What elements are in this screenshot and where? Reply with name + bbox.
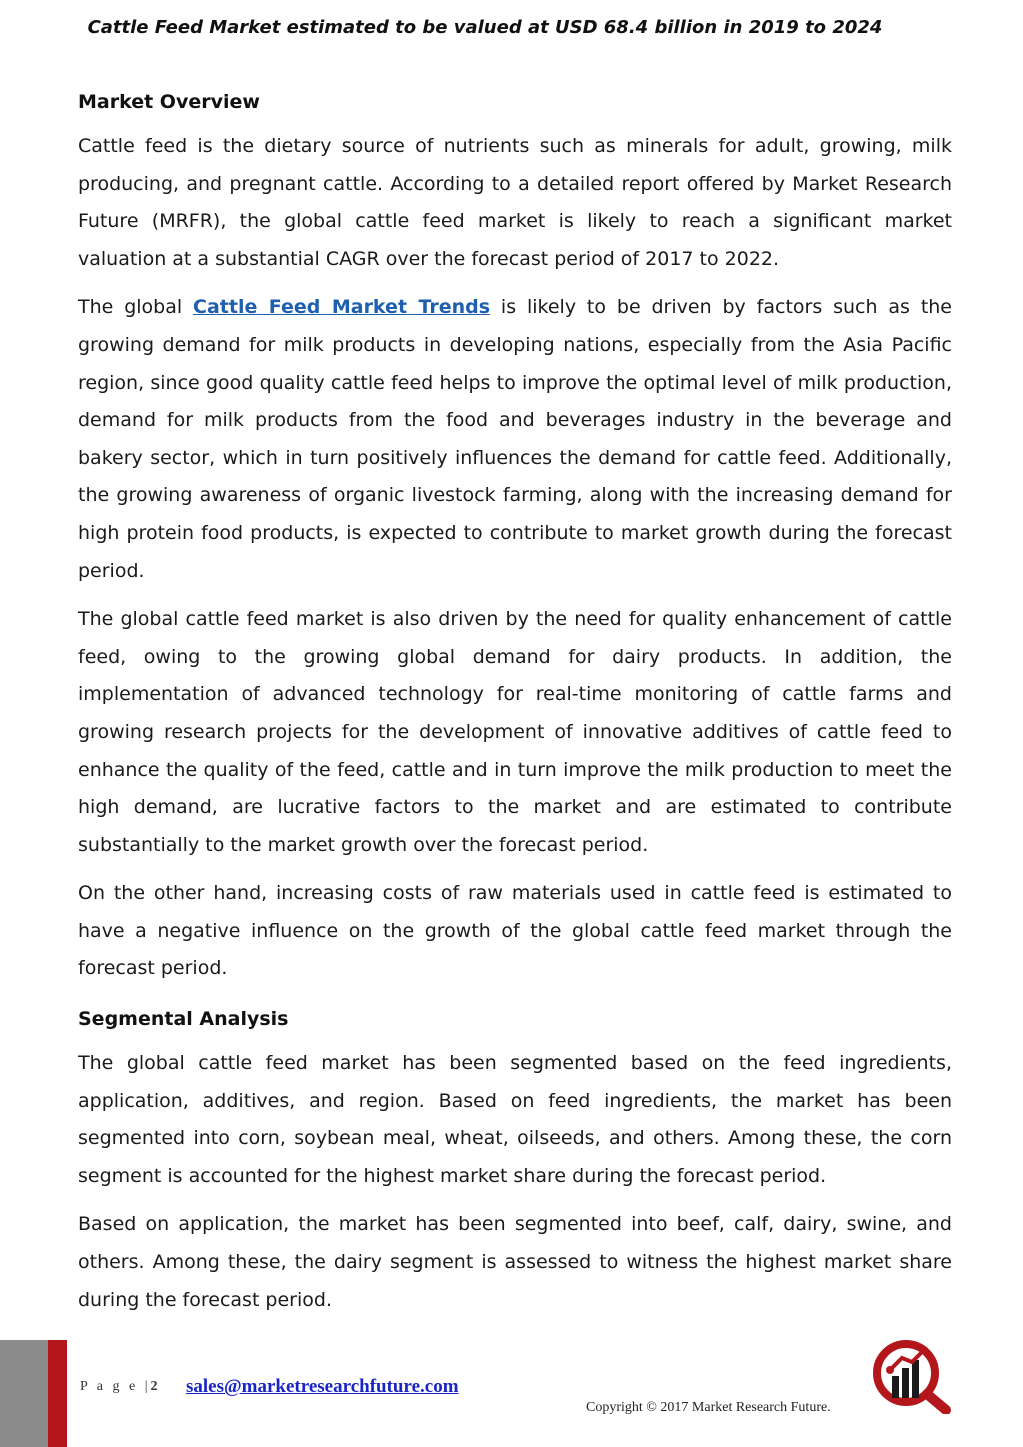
- paragraph-2-end: is likely to be driven by factors such as the growing demand for milk products in developing nations, especially from the Asia Pacific region, since good quality cattle feed helps to improve the optimal level of milk production, demand for milk products from the food and beverages industry in the beverage and bakery sector, which in turn positively influences the demand for cattle feed. Additionally, the growing awareness of organic livestock farming, along with the increasing demand for high protein food products, is expected to contribute to market growth during the forecast period.: [78, 296, 952, 582]
- page-number-value: 2: [150, 1379, 158, 1394]
- paragraph-1: Cattle feed is the dietary source of nutrients such as minerals for adult, growing, milk producing, and pregnant cattle. According to a detailed report offered by Market Research Future (MRFR), the global cattle feed market is likely to reach a significant market valuation at a substantial CAGR over the forecast period of 2017 to 2022.: [78, 135, 952, 270]
- document-body: [78, 82, 952, 1330]
- footer-gray-bar: [0, 1340, 48, 1447]
- document-title: Cattle Feed Market estimated to be valued at USD 68.4 billion in 2019 to 2024: [87, 17, 883, 38]
- copyright-notice: Copyright © 2017 Market Research Future.: [586, 1400, 831, 1415]
- cattle-feed-market-trends-link[interactable]: Cattle Feed Market Trends: [193, 296, 491, 319]
- paragraph-2: [78, 289, 952, 590]
- mrfr-logo-icon: [872, 1340, 954, 1414]
- paragraph-2-start: The global: [78, 296, 194, 319]
- section-heading-segmental-analysis: Segmental Analysis: [78, 1008, 289, 1031]
- paragraph-5: The global cattle feed market has been segmented based on the feed ingredients, application, additives, and region. Based on feed ingredients, the market has been segmented into corn, soybean meal, wheat, oilseeds, and others. Among these, the corn segment is accounted for the highest market share during the forecast period.: [78, 1052, 952, 1187]
- sales-email-link[interactable]: sales@marketresearchfuture.com: [186, 1376, 459, 1397]
- page-label: P a g e |: [80, 1379, 151, 1394]
- paragraph-3: The global cattle feed market is also driven by the need for quality enhancement of cattle feed, owing to the growing global demand for dairy products. In addition, the implementation of advanced technology for real-time monitoring of cattle farms and growing research projects for the development of innovative additives of cattle feed to enhance the quality of the feed, cattle and in turn improve the milk production to meet the high demand, are lucrative factors to the market and are estimated to contribute substantially to the market growth over the forecast period.: [78, 608, 952, 856]
- paragraph-6: Based on application, the market has been segmented into beef, calf, dairy, swine, and others. Among these, the dairy segment is assessed to witness the highest market share during the forecast period.: [78, 1213, 952, 1311]
- footer-red-bar: [48, 1340, 67, 1447]
- page-number: [80, 1379, 158, 1395]
- paragraph-4: On the other hand, increasing costs of raw materials used in cattle feed is estimated to have a negative influence on the growth of the global cattle feed market through the forecast period.: [78, 882, 952, 980]
- section-heading-market-overview: Market Overview: [78, 91, 260, 113]
